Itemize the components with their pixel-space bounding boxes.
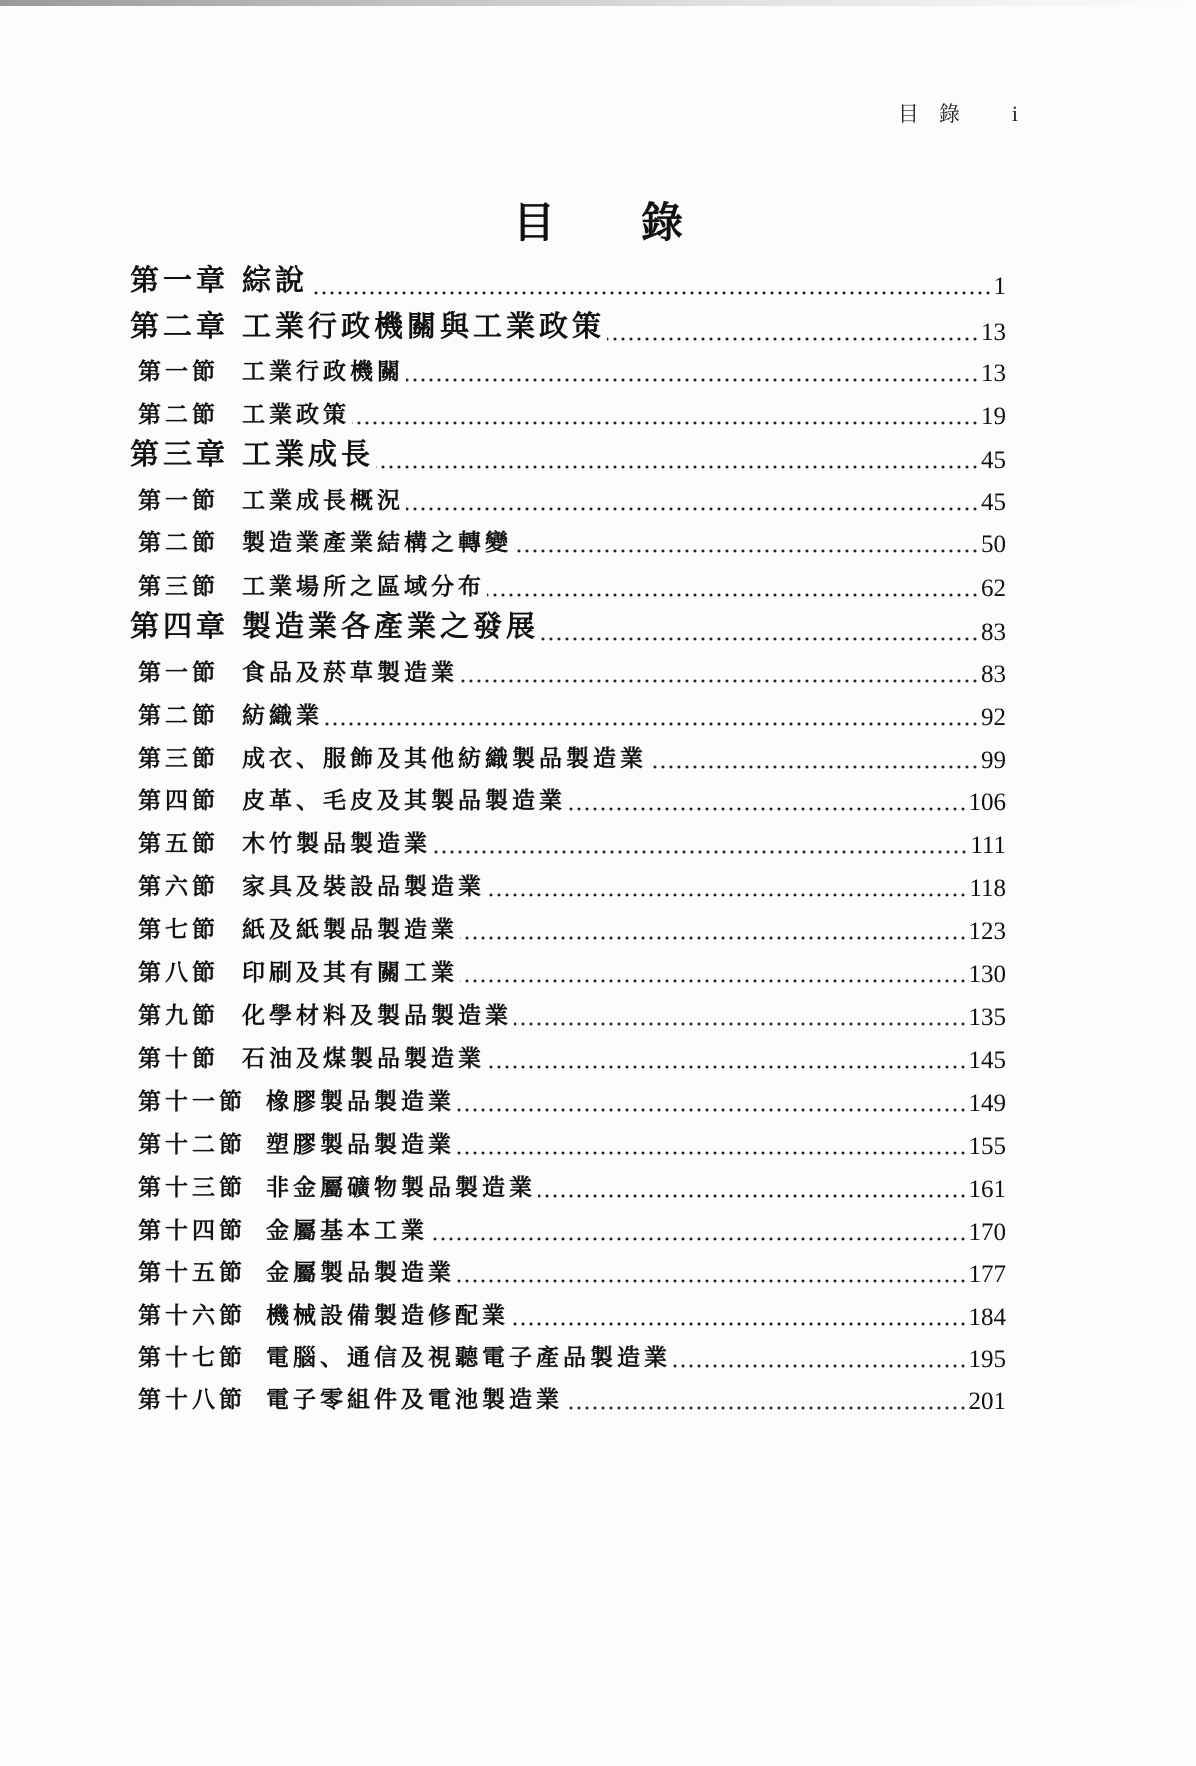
toc-entry[interactable] [0,307,1196,347]
dot-leader [514,549,979,553]
toc-entry[interactable] [0,391,1196,431]
toc-entry-label: 第七節 [138,916,219,943]
toc-entry[interactable] [0,261,1196,301]
toc-entry-page-number: 184 [968,1304,1006,1331]
toc-entry[interactable] [0,906,1196,946]
toc-entry-page-number: 106 [968,789,1006,816]
toc-entry[interactable] [0,1249,1196,1289]
toc-entry[interactable] [0,863,1196,903]
dot-leader [487,893,967,897]
toc-entry-page-number: 135 [968,1004,1006,1031]
dot-leader [457,1279,967,1283]
toc-entry-title: 家具及裝設品製造業 [242,873,485,900]
toc-entry-label: 第十節 [138,1045,219,1072]
toc-entry-page-number: 13 [981,360,1006,387]
toc-entry[interactable] [0,519,1196,559]
toc-entry-title: 工業行政機關 [242,358,404,385]
toc-entry-label: 第十六節 [138,1302,246,1329]
toc-entry-label: 第二節 [138,702,219,729]
dot-leader [457,1108,967,1112]
toc-entry-page-number: 170 [968,1219,1006,1246]
toc-entry-page-number: 92 [981,704,1006,731]
toc-entry-page-number: 99 [981,747,1006,774]
toc-entry-page-number: 145 [968,1047,1006,1074]
toc-entry-label: 第六節 [138,873,219,900]
dot-leader [460,679,979,683]
toc-entry-page-number: 1 [993,273,1006,300]
toc-entry[interactable] [0,735,1196,775]
toc-entry-label: 第五節 [138,830,219,857]
toc-entry[interactable] [0,1292,1196,1332]
toc-entry[interactable] [0,692,1196,732]
toc-entry[interactable] [0,348,1196,388]
toc-entry-title: 木竹製品製造業 [242,830,431,857]
toc-entry-label: 第三節 [138,573,219,600]
toc-entry-title: 工業成長 [242,437,375,471]
toc-entry-label: 第十四節 [138,1217,246,1244]
toc-entry-title: 電腦、通信及視聽電子產品製造業 [266,1344,671,1371]
dot-leader [325,722,979,726]
toc-entry-page-number: 155 [968,1133,1006,1160]
toc-entry-label: 第四節 [138,787,219,814]
dot-leader [457,1151,967,1155]
toc-entry[interactable] [0,1121,1196,1161]
toc-entry-page-number: 83 [981,661,1006,688]
toc-entry-title: 塑膠製品製造業 [266,1131,455,1158]
toc-entry-label: 第十二節 [138,1131,246,1158]
toc-entry-label: 第三章 [130,437,230,471]
toc-entry-label: 第二章 [130,309,230,343]
toc-entry-label: 第十八節 [138,1386,246,1413]
toc-entry-title: 工業政策 [242,401,350,428]
toc-entry-label: 第二節 [138,529,219,556]
running-head-title [898,98,960,128]
toc-entry-title: 工業成長概況 [242,487,404,514]
toc-entry-page-number: 45 [981,489,1006,516]
toc-entry-title: 化學材料及製品製造業 [242,1002,512,1029]
toc-entry[interactable] [0,563,1196,603]
toc-entry-label: 第二節 [138,401,219,428]
toc-entry-page-number: 161 [968,1176,1006,1203]
dot-leader [565,1406,967,1410]
toc-entry-title: 皮革、毛皮及其製品製造業 [242,787,566,814]
toc-entry[interactable] [0,1376,1196,1416]
toc-entry-page-number: 19 [981,403,1006,430]
running-head-page-number: i [1011,101,1018,126]
toc-entry-title: 製造業各產業之發展 [242,609,540,643]
toc-entry-page-number: 195 [968,1346,1006,1373]
toc-entry[interactable] [0,649,1196,689]
toc-entry-label: 第一節 [138,487,219,514]
toc-entry-page-number: 177 [968,1261,1006,1288]
toc-entry-page-number: 62 [981,575,1006,602]
scan-edge-shadow [0,0,1196,6]
toc-entry[interactable] [0,477,1196,517]
toc-entry-title: 非金屬礦物製品製造業 [266,1174,536,1201]
toc-entry-page-number: 83 [981,619,1006,646]
toc-entry-title: 工業行政機關與工業政策 [242,309,606,343]
toc-entry-title: 食品及菸草製造業 [242,659,458,686]
running-head-char: 錄 [938,102,960,126]
dot-leader [406,507,979,511]
toc-entry[interactable] [0,1207,1196,1247]
running-head-char: 目 [897,102,919,126]
dot-leader [514,1022,967,1026]
dot-leader [376,465,979,469]
toc-entry-label: 第十一節 [138,1088,246,1115]
toc-entry-label: 第一節 [138,358,219,385]
page-title-char: 錄 [641,198,684,247]
dot-leader [607,337,979,341]
toc-entry-title: 金屬製品製造業 [266,1259,455,1286]
dot-leader [352,421,979,425]
dot-leader [406,378,979,382]
toc-entry-page-number: 201 [968,1388,1006,1415]
toc-entry-page-number: 13 [981,319,1006,346]
toc-entry[interactable] [0,435,1196,475]
dot-leader [460,979,967,983]
toc-entry[interactable] [0,820,1196,860]
page-title [0,190,1196,250]
toc-entry-label: 第一節 [138,659,219,686]
toc-entry-title: 紡織業 [242,702,323,729]
toc-entry[interactable] [0,1035,1196,1075]
dot-leader [538,1194,967,1198]
toc-entry-title: 製造業產業結構之轉變 [242,529,512,556]
dot-leader [310,291,992,295]
dot-leader [433,850,968,854]
dot-leader [460,936,967,940]
toc-entry-page-number: 45 [981,447,1006,474]
toc-entry-label: 第十三節 [138,1174,246,1201]
toc-entry-title: 橡膠製品製造業 [266,1088,455,1115]
toc-entry-title: 印刷及其有關工業 [242,959,458,986]
dot-leader [487,1065,967,1069]
toc-entry-page-number: 50 [981,531,1006,558]
page-title-char: 目 [512,198,555,247]
toc-entry[interactable] [0,1078,1196,1118]
dot-leader [487,593,979,597]
toc-entry-title: 成衣、服飾及其他紡織製品製造業 [242,745,647,772]
dot-leader [673,1364,967,1368]
dot-leader [541,637,979,641]
toc-entry-label: 第三節 [138,745,219,772]
toc-entry-title: 石油及煤製品製造業 [242,1045,485,1072]
toc-entry-label: 第十五節 [138,1259,246,1286]
dot-leader [568,807,967,811]
toc-entry-label: 第九節 [138,1002,219,1029]
toc-entry[interactable] [0,1334,1196,1374]
toc-entry-label: 第八節 [138,959,219,986]
toc-entry[interactable] [0,949,1196,989]
toc-entry-page-number: 118 [969,875,1006,902]
toc-entry-page-number: 123 [968,918,1006,945]
dot-leader [430,1237,967,1241]
toc-entry-page-number: 111 [970,832,1006,859]
toc-entry-title: 工業場所之區域分布 [242,573,485,600]
toc-entry-label: 第四章 [130,609,230,643]
toc-entry-title: 綜說 [242,263,309,297]
toc-entry[interactable] [0,607,1196,647]
toc-entry[interactable] [0,1164,1196,1204]
toc-entry[interactable] [0,777,1196,817]
dot-leader [649,765,979,769]
running-head [898,98,1018,128]
toc-entry-title: 電子零組件及電池製造業 [266,1386,563,1413]
toc-entry-title: 紙及紙製品製造業 [242,916,458,943]
toc-entry-label: 第十七節 [138,1344,246,1371]
toc-entry-page-number: 149 [968,1090,1006,1117]
toc-entry-page-number: 130 [968,961,1006,988]
dot-leader [511,1322,967,1326]
toc-entry[interactable] [0,992,1196,1032]
toc-entry-label: 第一章 [130,263,230,297]
toc-entry-title: 機械設備製造修配業 [266,1302,509,1329]
toc-entry-title: 金屬基本工業 [266,1217,428,1244]
